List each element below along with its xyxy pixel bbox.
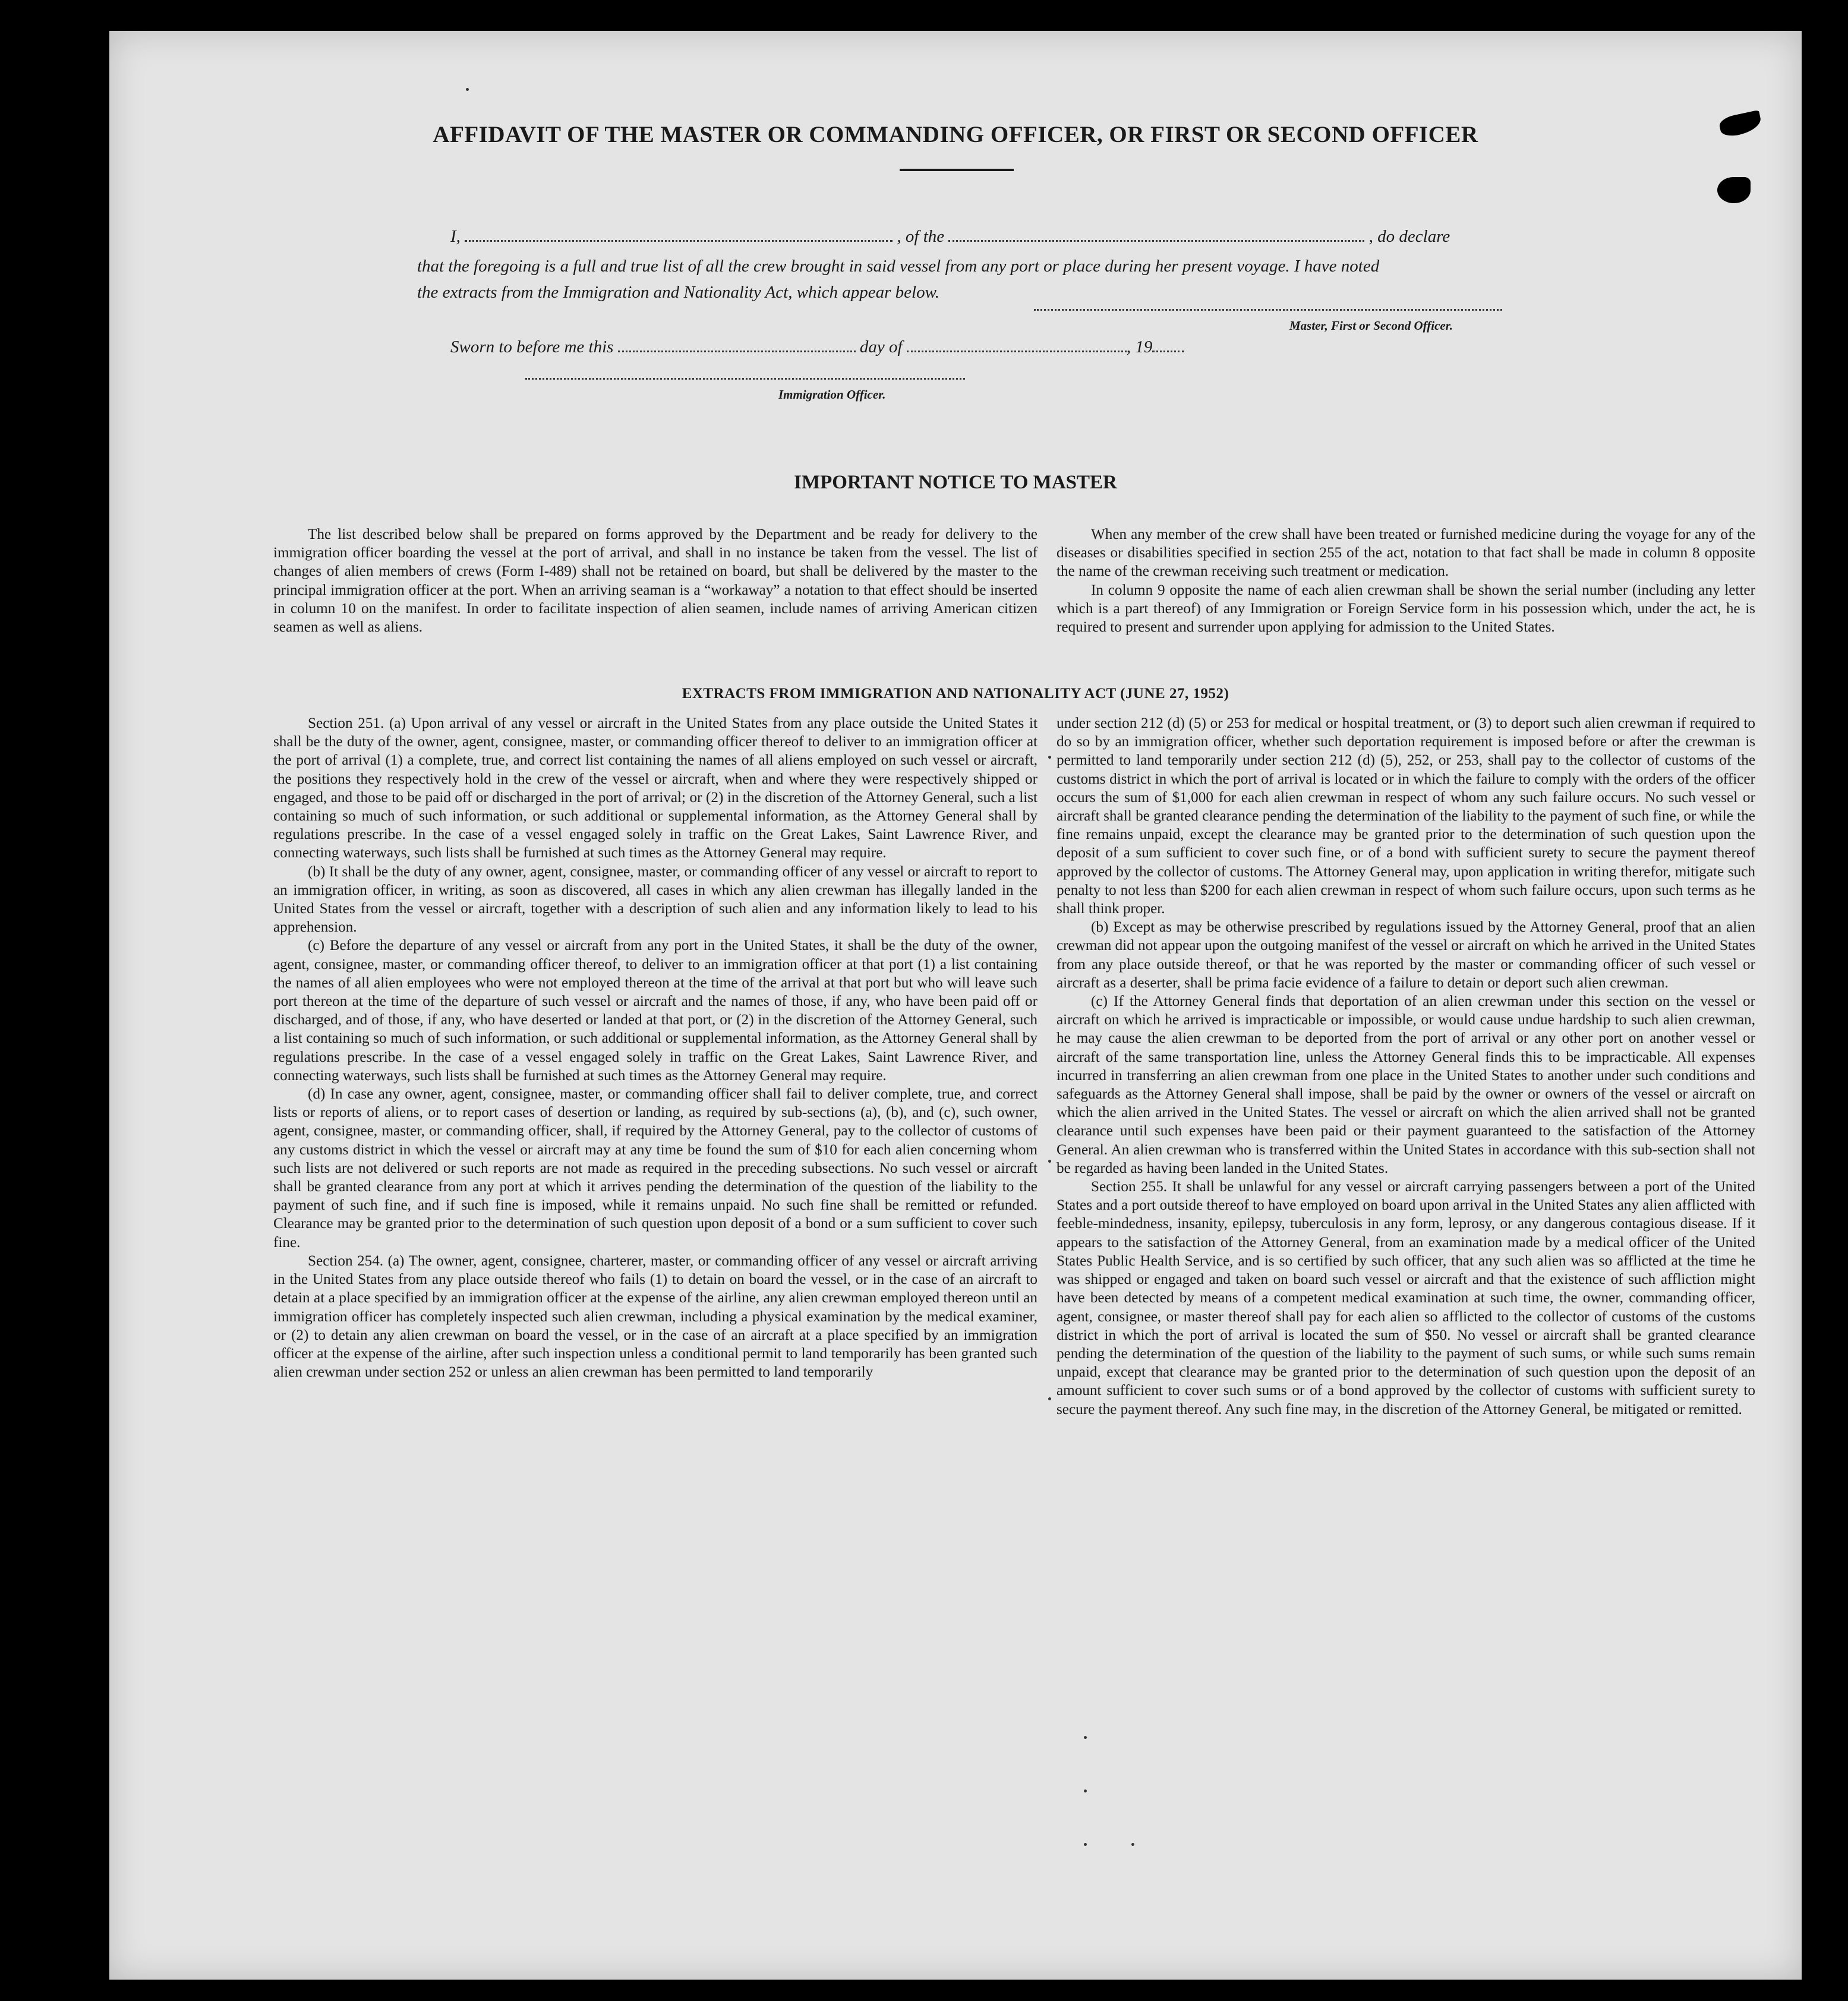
- section-254-a: Section 254. (a) The owner, agent, consignee, charterer, master, or commanding officer of any vessel or aircraft arriving in the United States from any place outside thereof who fails (1) to detain on board the vessel, or in the case of an aircraft to detain at a place specified by an immigration officer at the expense of the airline, any alien crewman employed thereon until an immigration officer has completely inspected such alien crewman, including a physical examination by the medical examiner, or (2) to detain any alien crewman on board the vessel, or in the case of an aircraft at a place specified by an immigration officer at the expense of the airline, after such inspection unless a conditional permit to land temporarily has been granted such alien crewman under section 252 or unless an alien crewman has been permitted to land temporarily: [273, 1252, 1037, 1381]
- sworn-day-of: day of: [859, 337, 903, 356]
- title-rule: [900, 169, 1014, 171]
- notice-right-column: [1057, 525, 1755, 636]
- master-signature-label: Master, First or Second Officer.: [1289, 318, 1453, 333]
- section-251-d: (d) In case any owner, agent, consignee, master, or commanding officer shall fail to deliver complete, true, and correct lists or reports of aliens, or to report cases of desertion or landing, as required by sub-sections (a), (b), and (c), such owner, agent, consignee, master, or commanding officer, shall, if required by the Attorney General, pay to the collector of customs of any customs district in which the vessel or aircraft may at any time be found the sum of $10 for each alien concerning whom such lists are not delivered or such reports are not made as required in the preceding subsections. No such vessel or aircraft shall be granted clearance from any port at which it arrives pending the determination of the question of the liability to the payment of such fine, and if such fine is imposed, while it remains unpaid. No such fine shall be remitted or refunded. Clearance may be granted prior to the determination of such question upon deposit of a bond or a sum sufficient to cover such fine.: [273, 1086, 1037, 1251]
- sworn-year-field[interactable]: [1152, 345, 1184, 352]
- vessel-field[interactable]: [948, 234, 1364, 242]
- scan-speck: [1084, 1843, 1087, 1846]
- notice-right-paragraph-1: When any member of the crew shall have been treated or furnished medicine during the voyage for any of the diseases or disabilities specified in section 255 of the act, notation to that fact shall be made in column 8 opposite the name of the crewman receiving such treatment or medication.: [1057, 526, 1755, 580]
- scan-speck: [466, 88, 469, 91]
- immigration-officer-signature-line[interactable]: [525, 378, 965, 380]
- section-251-b: (b) It shall be the duty of any owner, agent, consignee, master, or commanding officer of any vessel or aircraft to report to an immigration officer, in writing, as soon as discovered, all cases in which any alien crewman has illegally landed in the United States from the vessel or aircraft, together with a description of such alien and any information likely to lead to his apprehension.: [273, 863, 1037, 936]
- extracts-title: EXTRACTS FROM IMMIGRATION AND NATIONALITY ACT (JUNE 27, 1952): [682, 686, 1229, 702]
- declaration-line-3: the extracts from the Immigration and Nationality Act, which appear below.: [417, 283, 940, 302]
- scan-speck: [1048, 1397, 1051, 1400]
- notice-title: IMPORTANT NOTICE TO MASTER: [794, 472, 1117, 493]
- declaration-do-declare: , do declare: [1368, 227, 1450, 246]
- notice-right-paragraph-2: In column 9 opposite the name of each alien crewman shall be shown the serial number (including any letter which is a part thereof) of any Immigration or Foreign Service form in his possession which, under the act, he is required to present and surrender upon applying for admission to the United States.: [1057, 582, 1755, 636]
- sworn-line: [450, 337, 1184, 357]
- declaration-line-2: that the foregoing is a full and true list of all the crew brought in said vessel from any port or place during her present voyage. I have noted: [417, 257, 1380, 276]
- scan-speck: [1131, 1843, 1134, 1846]
- declaration-of-the: , of the: [897, 227, 945, 246]
- scan-speck: [1084, 1789, 1087, 1792]
- binding-clip-mark: [1717, 177, 1751, 203]
- affidavit-title: AFFIDAVIT OF THE MASTER OR COMMANDING OFFICER, OR FIRST OR SECOND OFFICER: [433, 122, 1478, 147]
- sworn-year-prefix: , 19: [1126, 337, 1153, 356]
- notice-left-paragraph: The list described below shall be prepared on forms approved by the Department and be ready for delivery to the immigration officer boarding the vessel at the port of arrival, and shall in no instance be taken from the vessel. The list of changes of alien members of crews (Form I-489) shall not be retained on board, but shall be delivered by the master to the principal immigration officer at the port. When an arriving seaman is a “workaway” a notation to that effect should be inserted in column 10 on the manifest. In order to facilitate inspection of alien seamen, include names of arriving American citizen seamen as well as aliens.: [273, 526, 1037, 636]
- section-254-b: (b) Except as may be otherwise prescribed by regulations issued by the Attorney General, proof that an alien crewman did not appear upon the outgoing manifest of the vessel or aircraft on which he arrived in the United States from any place outside thereof, or that he was reported by the master or commanding officer of such vessel or aircraft as a deserter, shall be prima facie evidence of a failure to detain or deport such alien crewman.: [1057, 919, 1755, 991]
- master-signature-line[interactable]: [1034, 309, 1502, 311]
- scan-speck: [1048, 1160, 1051, 1163]
- notice-left-column: [273, 525, 1037, 636]
- scan-speck: [1084, 1736, 1087, 1739]
- section-254-c: (c) If the Attorney General finds that deportation of an alien crewman under this section on the vessel or aircraft on which he arrived is impracticable or impossible, or would cause undue hardship to such alien crewman, he may cause the alien crewman to be deported from the port of arrival or any other port on another vessel or aircraft of the same transportation line, unless the Attorney General finds this to be impracticable. All expenses incurred in transferring an alien crewman from one place in the United States to another under such conditions and safeguards as the Attorney General shall impose, shall be paid by the owner or owners of the vessel or aircraft on which the alien arrived in the United States. The vessel or aircraft on which the alien arrived shall not be granted clearance until such expenses have been paid or their payment guaranteed to the satisfaction of the Attorney General. An alien crewman who is transferred within the United States in accordance with this sub-section shall not be regarded as having been landed in the United States.: [1057, 993, 1755, 1176]
- section-251-a: Section 251. (a) Upon arrival of any vessel or aircraft in the United States from any place outside the United States it shall be the duty of the owner, agent, consignee, master, or commanding officer thereof to deliver to an immigration officer at the port of arrival (1) a complete, true, and correct list containing the names of all aliens employed on such vessel or aircraft, the positions they respectively hold in the crew of the vessel or aircraft, when and where they were respectively shipped or engaged, and those to be paid off or discharged in the port of arrival; or (2) in the discretion of the Attorney General, such a list containing so much of such information, or such additional or supplemental information, as the Attorney General shall by regulations prescribe. In the case of a vessel engaged solely in traffic on the Great Lakes, Saint Lawrence River, and connecting waterways, such lists shall be furnished at such times as the Attorney General may require.: [273, 715, 1037, 861]
- document-page: [109, 31, 1802, 1980]
- name-field[interactable]: [465, 234, 893, 242]
- declaration-line-1: [450, 227, 1450, 247]
- declaration-i: I,: [450, 227, 461, 246]
- sworn-day-field[interactable]: [618, 345, 856, 352]
- sworn-prefix: Sworn to before me this: [450, 337, 614, 356]
- page-content: [109, 31, 1802, 1980]
- section-255: Section 255. It shall be unlawful for any vessel or aircraft carrying passengers between a port of the United States and a port outside thereof to have employed on board upon arrival in the United States any alien afflicted with feeble-mindedness, insanity, epilepsy, tuberculosis in any form, leprosy, or any dangerous contagious disease. If it appears to the satisfaction of the Attorney General, from an examination made by a medical officer of the United States Public Health Service, and is so certified by such officer, that any such alien was so afflicted at the time he was shipped or engaged and taken on board such vessel or aircraft and that the existence of such affliction might have been detected by means of a competent medical examination at such time, the owner, commanding officer, agent, consignee, or master thereof shall pay for each alien so afflicted to the collector of customs of the customs district in which the port of arrival is located the sum of $50. No vessel or aircraft shall be granted clearance pending the determination of the question of the liability to the payment of such sums, or while such sums remain unpaid, except that clearance may be granted prior to the determination of such question upon the deposit of an amount sufficient to cover such sums or of a bond approved by the collector of customs with sufficient surety to secure the payment thereof. Any such fine may, in the discretion of the Attorney General, be mitigated or remitted.: [1057, 1179, 1756, 1418]
- sworn-month-field[interactable]: [907, 345, 1127, 352]
- immigration-officer-label: Immigration Officer.: [778, 387, 886, 402]
- extracts-left-column: [273, 714, 1037, 1381]
- section-254-a-continued: under section 212 (d) (5) or 253 for medical or hospital treatment, or (3) to deport such alien crewman if required to do so by an immigration officer, whether such deportation requirement is imposed before or after the crewman is permitted to land temporarily under section 212 (d) (5), 252, or 253, shall pay to the collector of customs of the customs district in which the port of arrival is located or in which the failure to comply with the orders of the officer occurs the sum of $1,000 for each alien crewman in respect of whom any such failure occurs. No such vessel or aircraft shall be granted clearance pending the determination of the liability to the payment of such fine, or while the fine remains unpaid, except the clearance may be granted prior to the determination of such question upon the deposit of a sum sufficient to cover such fine, or of a bond with sufficient surety to secure the payment thereof approved by the collector of customs. The Attorney General may, upon application in writing therefor, mitigate such penalty to not less than $200 for each alien crewman in respect of whom such failure occurs, upon such terms as he shall think proper.: [1057, 715, 1755, 917]
- section-251-c: (c) Before the departure of any vessel or aircraft from any port in the United States, it shall be the duty of the owner, agent, consignee, master, or commanding officer thereof, to deliver to an immigration officer at that port (1) a list containing the names of all alien employees who were not employed thereon at the time of the arrival at that port but who will leave such port thereon at the time of the departure of such vessel or aircraft and the names of those, if any, who have been paid off or discharged, and of those, if any, who have deserted or landed at that port, or (2) in the discretion of the Attorney General, such a list containing so much of such information, or such additional or supplemental information, as the Attorney General shall by regulations prescribe. In the case of a vessel engaged solely in traffic on the Great Lakes, Saint Lawrence River, and connecting waterways, such lists shall be furnished at such times as the Attorney General may require.: [273, 938, 1037, 1084]
- extracts-right-column: [1057, 714, 1755, 1419]
- scan-speck: [1048, 756, 1051, 759]
